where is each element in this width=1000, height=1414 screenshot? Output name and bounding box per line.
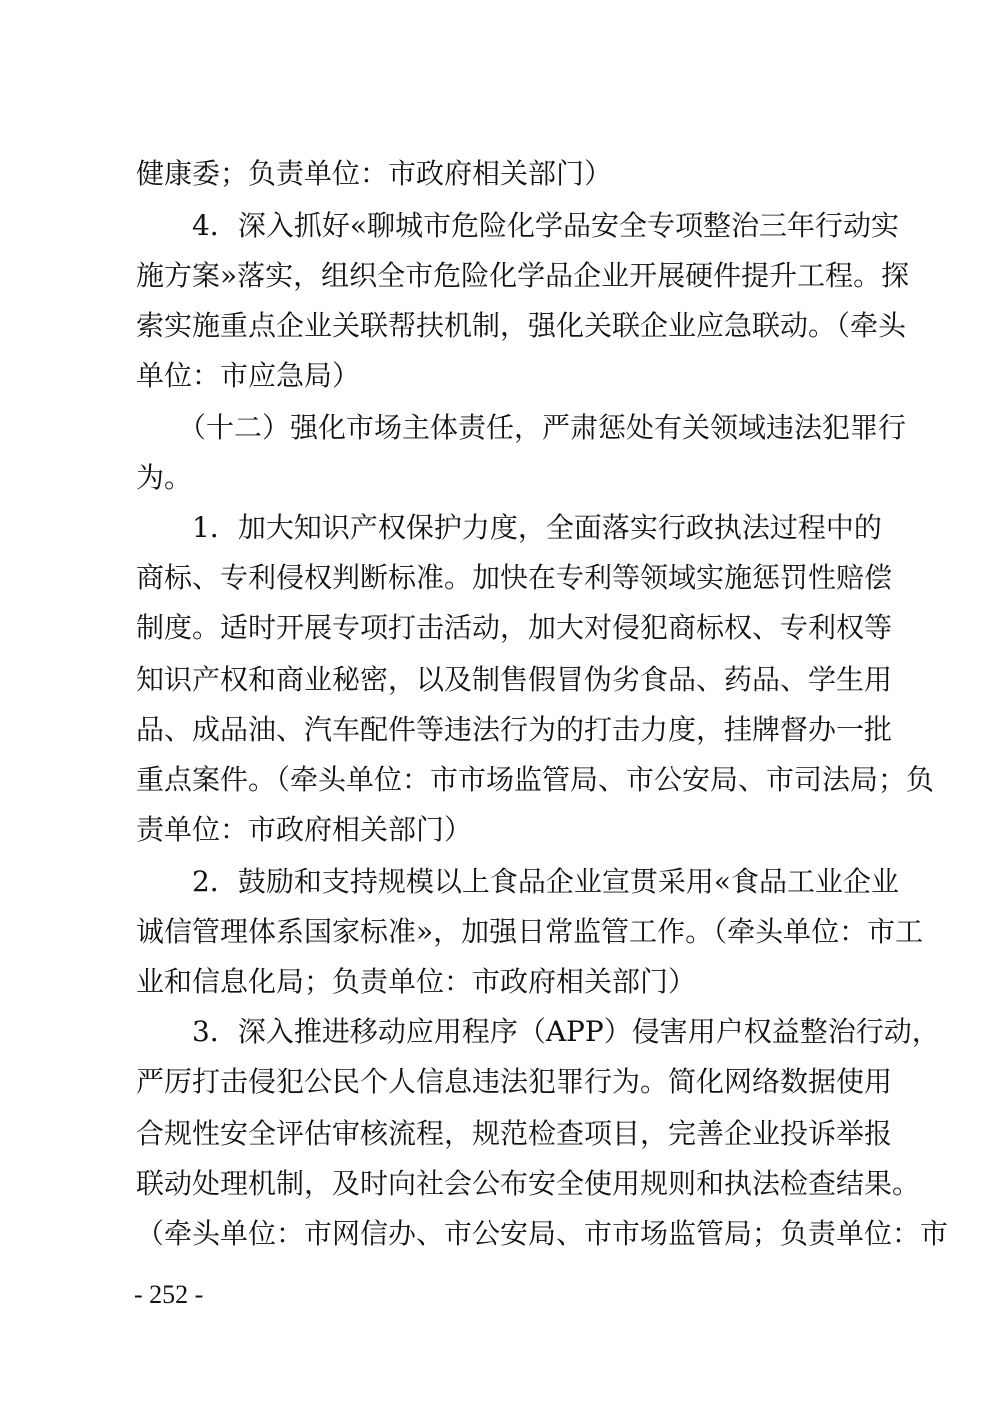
text-line: 商标、专利侵权判断标准。加快在专利等领域实施惩罚性赔偿 bbox=[136, 561, 893, 594]
text-line: 2．鼓励和支持规模以上食品企业宣贯采用«食品工业企业 bbox=[136, 865, 899, 898]
text-line: （牵头单位：市网信办、市公安局、市市场监管局；负责单位：市 bbox=[136, 1217, 949, 1250]
text-line: 联动处理机制，及时向社会公布安全使用规则和执法检查结果。 bbox=[136, 1167, 921, 1200]
text-line: 合规性安全评估审核流程，规范检查项目，完善企业投诉举报 bbox=[136, 1117, 893, 1150]
text-line: 责单位：市政府相关部门） bbox=[136, 813, 473, 846]
text-line: 1．加大知识产权保护力度，全面落实行政执法过程中的 bbox=[136, 511, 882, 544]
text-line: 3．深入推进移动应用程序（APP）侵害用户权益整治行动， bbox=[136, 1015, 940, 1048]
text-line: 严厉打击侵犯公民个人信息违法犯罪行为。简化网络数据使用 bbox=[136, 1065, 893, 1098]
text-line: 制度。适时开展专项打击活动，加大对侵犯商标权、专利权等 bbox=[136, 611, 893, 644]
text-line: 健康委；负责单位：市政府相关部门） bbox=[136, 157, 613, 190]
page-number: - 252 - bbox=[134, 1280, 204, 1309]
text-line: 单位：市应急局） bbox=[136, 359, 361, 392]
text-line: 索实施重点企业关联帮扶机制，强化关联企业应急联动。（牵头 bbox=[136, 309, 907, 342]
text-line: 4．深入抓好«聊城市危险化学品安全专项整治三年行动实 bbox=[136, 209, 899, 242]
text-line: 业和信息化局；负责单位：市政府相关部门） bbox=[136, 965, 697, 998]
text-line: 品、成品油、汽车配件等违法行为的打击力度，挂牌督办一批 bbox=[136, 713, 893, 746]
text-line: 诚信管理体系国家标准»，加强日常监管工作。（牵头单位：市工 bbox=[136, 915, 924, 948]
text-line: 知识产权和商业秘密，以及制售假冒伪劣食品、药品、学生用 bbox=[136, 663, 893, 696]
section-heading-line: （十二）强化市场主体责任，严肃惩处有关领域违法犯罪行 bbox=[136, 411, 907, 444]
text-line: 施方案»落实，组织全市危险化学品企业开展硬件提升工程。探 bbox=[136, 259, 910, 292]
section-heading-line: 为。 bbox=[136, 461, 193, 494]
text-line: 重点案件。（牵头单位：市市场监管局、市公安局、市司法局；负 bbox=[136, 763, 935, 796]
